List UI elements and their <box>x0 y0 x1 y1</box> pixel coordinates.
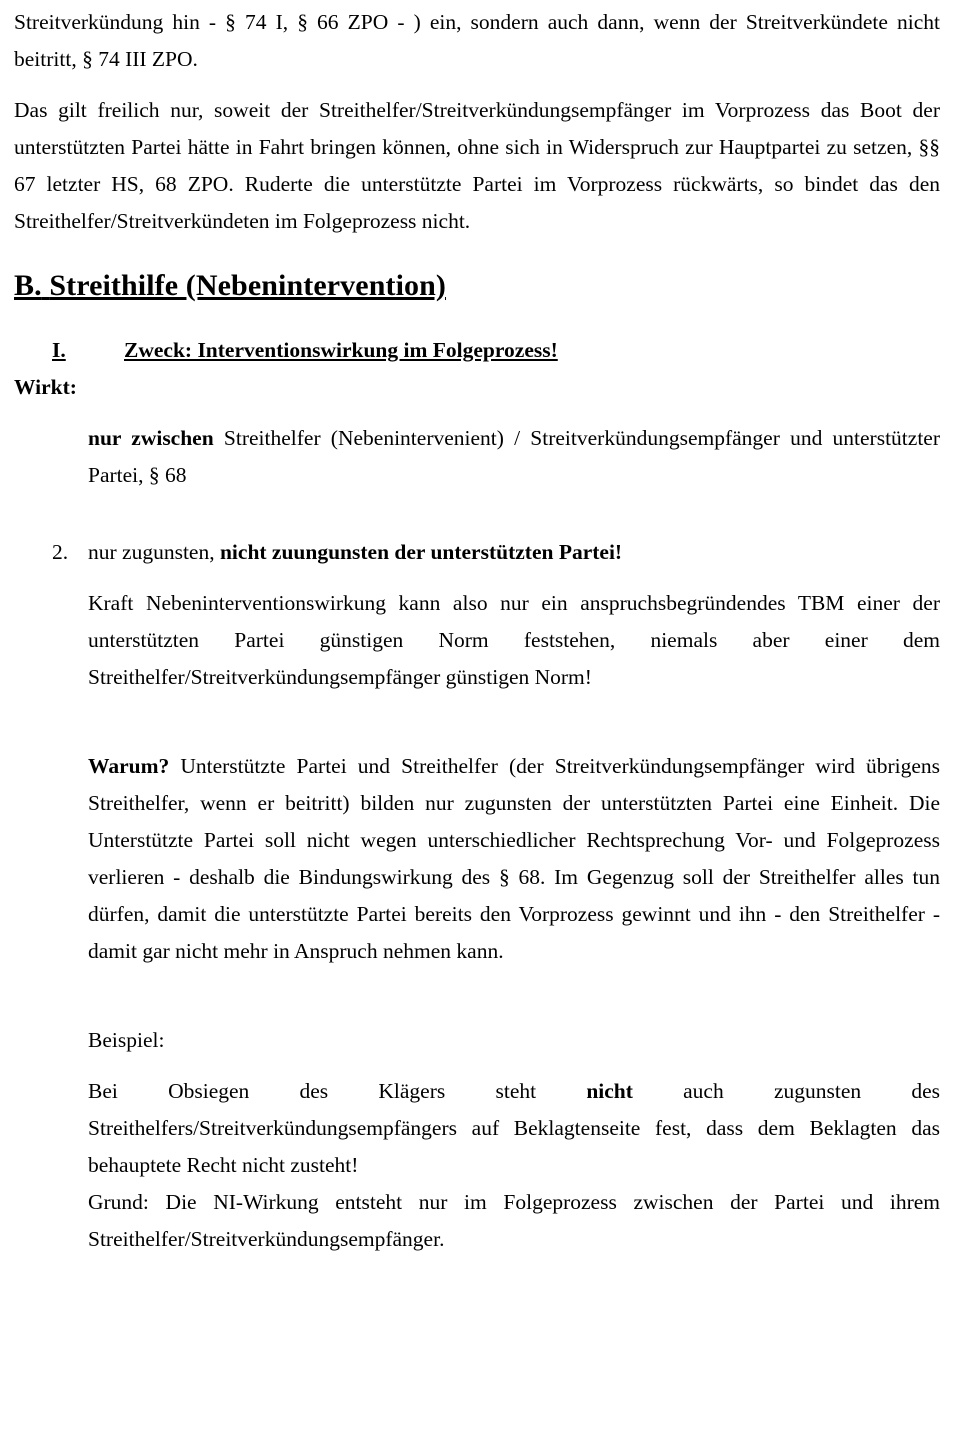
spacer <box>14 970 940 1022</box>
paragraph-das-gilt: Das gilt freilich nur, soweit der Streithelfer/Streitverkündungsempfänger im Vorprozess das Boot der unterstützten Partei hätte in Fahrt bringen können, ohne sich in Widerspruch zur Hauptpartei zu setzen, §§ 67 letzter HS, 68 ZPO. Ruderte die unterstützte Partei im Vorprozess rückwärts, so bindet das den Streithelfer/Streitverkündeten im Folgeprozess nicht. <box>14 97 940 233</box>
spacer <box>14 696 940 748</box>
section-i-title: Zweck: Interventionswirkung im Folgeprozess! <box>124 338 558 363</box>
list-item-bold: nicht zuungunsten der unterstützten Partei! <box>219 540 623 565</box>
spacer <box>14 306 940 332</box>
wirkt-label: Wirkt: <box>14 375 77 400</box>
list-item-body <box>88 534 940 571</box>
numbered-list-2 <box>14 534 940 571</box>
spacer <box>14 494 940 534</box>
spacer <box>14 406 940 420</box>
spacer <box>14 240 940 266</box>
warum-text: Unterstützte Partei und Streithelfer (der Streitverkündungsempfänger wird übrigens Streithelfer, wenn er beitritt) bilden nur zugunsten der unterstützten Partei eine Einheit. Die Unterstützte Partei soll nicht wegen unterschiedlicher Rechtsprechung Vor- und Folgeprozess verlieren - deshalb die Bindungswirkung des § 68. Im Gegenzug soll der Streithelfer alles tun dürfen, damit die unterstützte Partei bereits den Vorprozess gewinnt und ihn - den Streithelfer - damit gar nicht mehr in Anspruch nehmen kann. <box>88 754 940 963</box>
beispiel-part1: Bei Obsiegen des Klägers steht <box>88 1078 587 1103</box>
spacer <box>14 1059 940 1073</box>
list-item-body <box>88 420 940 494</box>
paragraph-kraft: Kraft Nebeninterventionswirkung kann also nur ein anspruchsbegründendes TBM einer der unterstützten Partei günstigen Norm feststehen, niemals aber einer dem Streithelfer/Streitverkündungsempfänger günstigen Norm! <box>88 591 940 690</box>
beispiel-part2: auch zugunsten des Streithelfers/Streitverkündungsempfängers auf Beklagtenseite fest, dass dem Beklagten das behauptete Recht nicht zusteht! <box>88 1078 941 1177</box>
beispiel-bold: nicht <box>586 1078 633 1103</box>
paragraph-warum <box>88 748 940 970</box>
beispiel-body <box>88 1073 940 1184</box>
heading-b-marker: B. <box>14 268 42 302</box>
heading-b <box>14 266 940 307</box>
list-item <box>52 420 940 494</box>
warum-label: Warum? <box>88 754 170 779</box>
section-i-numeral: I. <box>52 338 66 363</box>
list-item-bold-lead: nur zwischen <box>88 426 214 451</box>
list-item-lead: nur zugunsten, <box>88 540 220 565</box>
beispiel-label: Beispiel: <box>88 1027 165 1052</box>
numbered-list <box>14 420 940 494</box>
spacer <box>14 571 940 585</box>
heading-b-title: Streithilfe (Nebenintervention) <box>49 268 446 302</box>
list-item <box>52 534 940 571</box>
section-i-heading <box>52 332 940 369</box>
list-item-number <box>52 420 88 494</box>
beispiel-grund: Grund: Die NI-Wirkung entsteht nur im Folgeprozess zwischen der Partei und ihrem Streithelfer/Streitverkündungsempfänger. <box>88 1189 940 1251</box>
paragraph-top: Streitverkündung hin - § 74 I, § 66 ZPO - ) ein, sondern auch dann, wenn der Streitverkündete nicht beitritt, § 74 III ZPO. <box>14 10 940 71</box>
spacer <box>14 78 940 92</box>
list-item-text: Streithelfer (Nebenintervenient) / Streitverkündungsempfänger und unterstützter Partei, § 68 <box>88 426 940 488</box>
list-item-number: 2. <box>52 540 69 565</box>
